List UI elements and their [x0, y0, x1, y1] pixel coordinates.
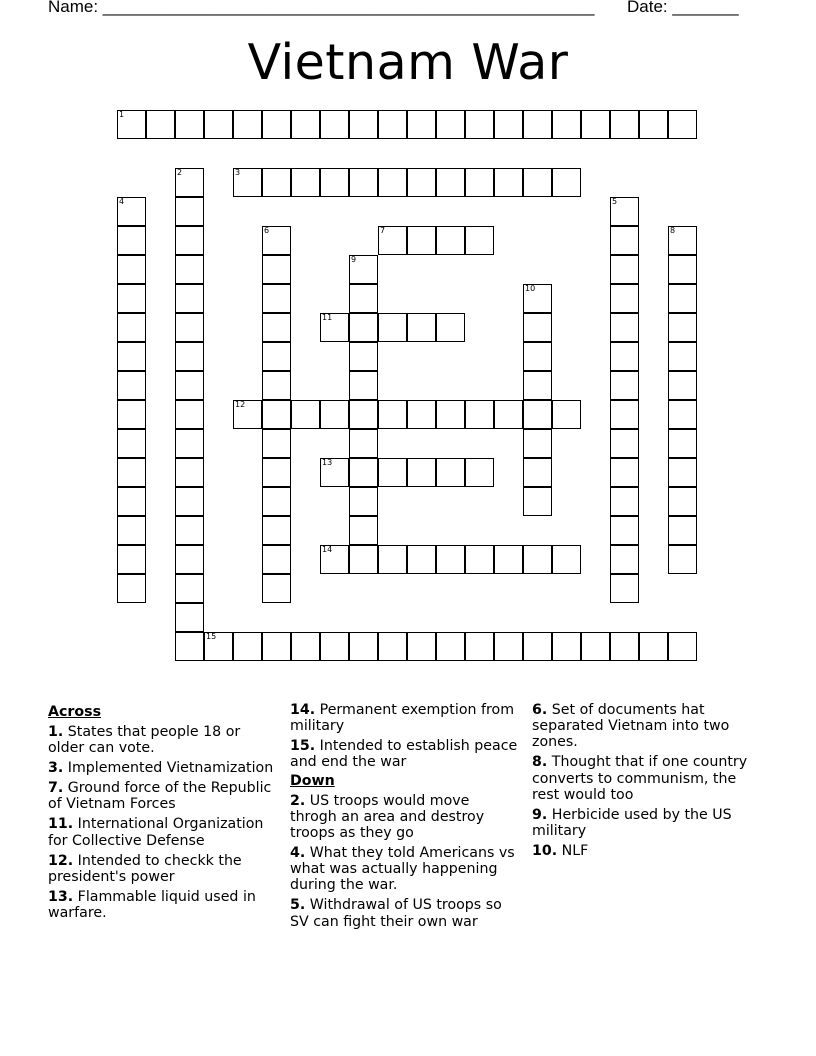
clue-number: 11.: [48, 816, 74, 833]
grid-cell[interactable]: [262, 574, 291, 603]
grid-cell[interactable]: [378, 110, 407, 139]
grid-cell[interactable]: [233, 632, 262, 661]
grid-cell[interactable]: [378, 400, 407, 429]
clue-text: International Organization for Collective Defense: [48, 816, 264, 849]
grid-cell[interactable]: [175, 110, 204, 139]
clue-text: Intended to establish peace and end the war: [290, 738, 518, 771]
cell-number: 12: [235, 400, 246, 409]
grid-cell[interactable]: [610, 110, 639, 139]
grid-cell[interactable]: [494, 632, 523, 661]
clue-column-2: [290, 702, 520, 930]
grid-cell[interactable]: [436, 313, 465, 342]
grid-cell[interactable]: [407, 458, 436, 487]
grid-cell[interactable]: [349, 458, 378, 487]
grid-cell[interactable]: [378, 545, 407, 574]
grid-cell[interactable]: [407, 226, 436, 255]
across-clue: [290, 738, 520, 770]
date-line: Date: _______: [627, 0, 739, 16]
down-clue: [290, 897, 520, 929]
grid-cell[interactable]: [320, 168, 349, 197]
clue-text: Flammable liquid used in warfare.: [48, 888, 256, 922]
clue-number: 10.: [532, 843, 558, 860]
across-clue: [48, 853, 276, 885]
cell-number: 6: [264, 226, 270, 235]
grid-cell[interactable]: [668, 110, 697, 139]
grid-cell[interactable]: [378, 458, 407, 487]
grid-cell[interactable]: [262, 313, 291, 342]
grid-cell[interactable]: [117, 487, 146, 516]
grid-cell[interactable]: [668, 226, 697, 255]
grid-cell[interactable]: [436, 226, 465, 255]
grid-cell[interactable]: [523, 313, 552, 342]
grid-cell[interactable]: [262, 400, 291, 429]
grid-cell[interactable]: [175, 516, 204, 545]
grid-cell[interactable]: [668, 516, 697, 545]
grid-cell[interactable]: [523, 545, 552, 574]
cell-number: 8: [670, 226, 676, 235]
grid-cell[interactable]: [407, 632, 436, 661]
grid-cell[interactable]: [610, 226, 639, 255]
grid-cell[interactable]: [175, 284, 204, 313]
across-clue: [48, 780, 276, 812]
grid-cell[interactable]: [494, 110, 523, 139]
clue-number: 2.: [290, 792, 306, 809]
grid-cell[interactable]: [581, 110, 610, 139]
grid-cell[interactable]: [581, 632, 610, 661]
grid-cell[interactable]: [262, 371, 291, 400]
grid-cell[interactable]: [175, 574, 204, 603]
grid-cell[interactable]: [349, 168, 378, 197]
grid-cell[interactable]: [117, 574, 146, 603]
grid-cell[interactable]: [552, 400, 581, 429]
clue-text: US troops would move throgh an area and destroy troops as they go: [290, 792, 485, 842]
grid-cell[interactable]: [349, 284, 378, 313]
cell-number: 11: [322, 313, 333, 322]
across-clue: [290, 702, 520, 734]
grid-cell[interactable]: [407, 110, 436, 139]
grid-cell[interactable]: [320, 313, 349, 342]
grid-cell[interactable]: [465, 110, 494, 139]
grid-cell[interactable]: [349, 545, 378, 574]
down-clue: [532, 754, 752, 803]
cell-number: 5: [612, 197, 618, 206]
grid-cell[interactable]: [349, 516, 378, 545]
clue-number: 8.: [532, 754, 548, 771]
cell-number: 2: [177, 168, 183, 177]
grid-cell[interactable]: [668, 342, 697, 371]
grid-cell[interactable]: [175, 371, 204, 400]
grid-cell[interactable]: [668, 284, 697, 313]
grid-cell[interactable]: [349, 342, 378, 371]
grid-cell[interactable]: [610, 313, 639, 342]
down-clue: [290, 793, 520, 842]
grid-cell[interactable]: [552, 110, 581, 139]
grid-cell[interactable]: [494, 545, 523, 574]
clue-number: 6.: [532, 702, 548, 718]
clue-number: 9.: [532, 806, 548, 823]
grid-cell[interactable]: [552, 168, 581, 197]
grid-cell[interactable]: [465, 226, 494, 255]
clue-text: NLF: [561, 843, 589, 860]
down-clue: [532, 702, 752, 751]
grid-cell[interactable]: [117, 197, 146, 226]
grid-cell[interactable]: [262, 516, 291, 545]
grid-cell[interactable]: [320, 458, 349, 487]
grid-cell[interactable]: [349, 632, 378, 661]
grid-cell[interactable]: [523, 400, 552, 429]
grid-cell[interactable]: [117, 545, 146, 574]
cell-number: 9: [351, 255, 357, 264]
grid-cell[interactable]: [117, 110, 146, 139]
across-clue: [48, 889, 276, 921]
grid-cell[interactable]: [610, 545, 639, 574]
grid-cell[interactable]: [378, 313, 407, 342]
grid-cell[interactable]: [552, 632, 581, 661]
clue-number: 3.: [48, 760, 64, 777]
clue-text: Ground force of the Republic of Vietnam Forces: [48, 780, 272, 813]
cell-number: 15: [206, 632, 217, 641]
grid-cell[interactable]: [349, 400, 378, 429]
grid-cell[interactable]: [233, 110, 262, 139]
grid-cell[interactable]: [465, 545, 494, 574]
grid-cell[interactable]: [610, 516, 639, 545]
clue-text: States that people 18 or older can vote.: [48, 724, 241, 757]
grid-cell[interactable]: [175, 632, 204, 661]
clue-number: 13.: [48, 888, 74, 905]
grid-cell[interactable]: [175, 487, 204, 516]
clue-text: Implemented Vietnamization: [67, 760, 274, 777]
grid-cell[interactable]: [523, 371, 552, 400]
grid-cell[interactable]: [117, 226, 146, 255]
grid-cell[interactable]: [407, 313, 436, 342]
clue-text: What they told Americans vs what was actually happening during the war.: [290, 845, 515, 894]
grid-cell[interactable]: [175, 226, 204, 255]
cell-number: 7: [380, 226, 386, 235]
grid-cell[interactable]: [610, 632, 639, 661]
grid-cell[interactable]: [349, 255, 378, 284]
grid-cell[interactable]: [436, 458, 465, 487]
grid-cell[interactable]: [610, 400, 639, 429]
grid-cell[interactable]: [610, 342, 639, 371]
grid-cell[interactable]: [262, 226, 291, 255]
grid-cell[interactable]: [465, 400, 494, 429]
grid-cell[interactable]: [668, 429, 697, 458]
grid-cell[interactable]: [639, 110, 668, 139]
grid-cell[interactable]: [117, 458, 146, 487]
grid-cell[interactable]: [523, 168, 552, 197]
grid-cell[interactable]: [262, 545, 291, 574]
grid-cell[interactable]: [175, 197, 204, 226]
grid-cell[interactable]: [291, 168, 320, 197]
clue-column-1: [48, 702, 276, 921]
clue-text: Set of documents hat separated Vietnam into two zones.: [532, 702, 730, 751]
grid-cell[interactable]: [175, 545, 204, 574]
clue-number: 14.: [290, 702, 316, 718]
grid-cell[interactable]: [320, 545, 349, 574]
grid-cell[interactable]: [668, 487, 697, 516]
grid-cell[interactable]: [610, 284, 639, 313]
grid-cell[interactable]: [407, 400, 436, 429]
grid-cell[interactable]: [465, 632, 494, 661]
grid-cell[interactable]: [668, 458, 697, 487]
grid-cell[interactable]: [639, 632, 668, 661]
cell-number: 4: [119, 197, 125, 206]
grid-cell[interactable]: [378, 226, 407, 255]
grid-cell[interactable]: [668, 313, 697, 342]
grid-cell[interactable]: [668, 632, 697, 661]
grid-cell[interactable]: [523, 487, 552, 516]
grid-cell[interactable]: [117, 255, 146, 284]
grid-cell[interactable]: [204, 110, 233, 139]
grid-cell[interactable]: [668, 400, 697, 429]
down-heading: Down: [290, 772, 335, 789]
grid-cell[interactable]: [407, 168, 436, 197]
grid-cell[interactable]: [262, 168, 291, 197]
grid-cell[interactable]: [610, 371, 639, 400]
cell-number: 14: [322, 545, 333, 554]
grid-cell[interactable]: [552, 545, 581, 574]
grid-cell[interactable]: [291, 110, 320, 139]
grid-cell[interactable]: [436, 632, 465, 661]
grid-cell[interactable]: [233, 168, 262, 197]
grid-cell[interactable]: [610, 487, 639, 516]
grid-cell[interactable]: [117, 284, 146, 313]
grid-cell[interactable]: [610, 574, 639, 603]
clue-text: Herbicide used by the US military: [532, 806, 732, 840]
across-clue: [48, 816, 276, 848]
grid-cell[interactable]: [349, 429, 378, 458]
grid-cell[interactable]: [465, 458, 494, 487]
grid-cell[interactable]: [233, 400, 262, 429]
grid-cell[interactable]: [262, 284, 291, 313]
clue-text: Withdrawal of US troops so SV can fight their own war: [290, 897, 502, 930]
grid-cell[interactable]: [668, 255, 697, 284]
grid-cell[interactable]: [117, 313, 146, 342]
grid-cell[interactable]: [610, 255, 639, 284]
grid-cell[interactable]: [436, 110, 465, 139]
grid-cell[interactable]: [262, 255, 291, 284]
grid-cell[interactable]: [610, 458, 639, 487]
clue-text: Intended to checkk the president's power: [48, 852, 242, 885]
clue-number: 15.: [290, 738, 316, 755]
grid-cell[interactable]: [117, 516, 146, 545]
grid-cell[interactable]: [175, 255, 204, 284]
grid-cell[interactable]: [175, 313, 204, 342]
grid-cell[interactable]: [494, 400, 523, 429]
grid-cell[interactable]: [668, 371, 697, 400]
grid-cell[interactable]: [117, 371, 146, 400]
grid-cell[interactable]: [291, 400, 320, 429]
grid-cell[interactable]: [523, 284, 552, 313]
grid-cell[interactable]: [204, 632, 233, 661]
cell-number: 10: [525, 284, 536, 293]
clue-number: 5.: [290, 897, 306, 914]
name-line: Name: ____________________________________________________: [48, 0, 595, 16]
grid-cell[interactable]: [320, 110, 349, 139]
grid-cell[interactable]: [610, 197, 639, 226]
grid-cell[interactable]: [523, 632, 552, 661]
cell-number: 1: [119, 110, 125, 119]
grid-cell[interactable]: [523, 458, 552, 487]
grid-cell[interactable]: [378, 632, 407, 661]
grid-cell[interactable]: [262, 487, 291, 516]
grid-cell[interactable]: [117, 342, 146, 371]
grid-cell[interactable]: [523, 429, 552, 458]
down-clue: [532, 843, 752, 859]
across-clue: [48, 760, 276, 776]
grid-cell[interactable]: [117, 429, 146, 458]
grid-cell[interactable]: [320, 632, 349, 661]
grid-cell[interactable]: [465, 168, 494, 197]
grid-cell[interactable]: [349, 371, 378, 400]
clue-number: 1.: [48, 724, 64, 740]
cell-number: 3: [235, 168, 241, 177]
grid-cell[interactable]: [523, 110, 552, 139]
grid-cell[interactable]: [262, 429, 291, 458]
grid-cell[interactable]: [407, 545, 436, 574]
grid-cell[interactable]: [291, 632, 320, 661]
grid-cell[interactable]: [320, 400, 349, 429]
grid-cell[interactable]: [436, 400, 465, 429]
across-heading: Across: [48, 704, 102, 720]
grid-cell[interactable]: [117, 400, 146, 429]
grid-cell[interactable]: [146, 110, 175, 139]
grid-cell[interactable]: [349, 487, 378, 516]
grid-cell[interactable]: [175, 342, 204, 371]
clue-number: 4.: [290, 845, 306, 862]
grid-cell[interactable]: [668, 545, 697, 574]
cell-number: 13: [322, 458, 333, 467]
grid-cell[interactable]: [262, 458, 291, 487]
grid-cell[interactable]: [262, 632, 291, 661]
grid-cell[interactable]: [349, 313, 378, 342]
grid-cell[interactable]: [436, 545, 465, 574]
grid-cell[interactable]: [436, 168, 465, 197]
grid-cell[interactable]: [175, 429, 204, 458]
grid-cell[interactable]: [175, 400, 204, 429]
grid-cell[interactable]: [175, 168, 204, 197]
grid-cell[interactable]: [378, 168, 407, 197]
grid-cell[interactable]: [610, 429, 639, 458]
down-clue: [532, 807, 752, 839]
page-title: Vietnam War: [247, 34, 569, 91]
clue-text: Permanent exemption from military: [290, 702, 515, 735]
grid-cell[interactable]: [262, 342, 291, 371]
clue-column-3: [532, 702, 752, 859]
clue-number: 12.: [48, 852, 74, 869]
grid-cell[interactable]: [175, 458, 204, 487]
grid-cell[interactable]: [349, 110, 378, 139]
grid-cell[interactable]: [523, 342, 552, 371]
grid-cell[interactable]: [262, 110, 291, 139]
down-clue: [290, 845, 520, 894]
clue-text: Thought that if one country converts to communism, the rest would too: [532, 754, 748, 803]
across-clue: [48, 724, 276, 756]
grid-cell[interactable]: [494, 168, 523, 197]
clue-number: 7.: [48, 780, 64, 797]
grid-cell[interactable]: [175, 603, 204, 632]
